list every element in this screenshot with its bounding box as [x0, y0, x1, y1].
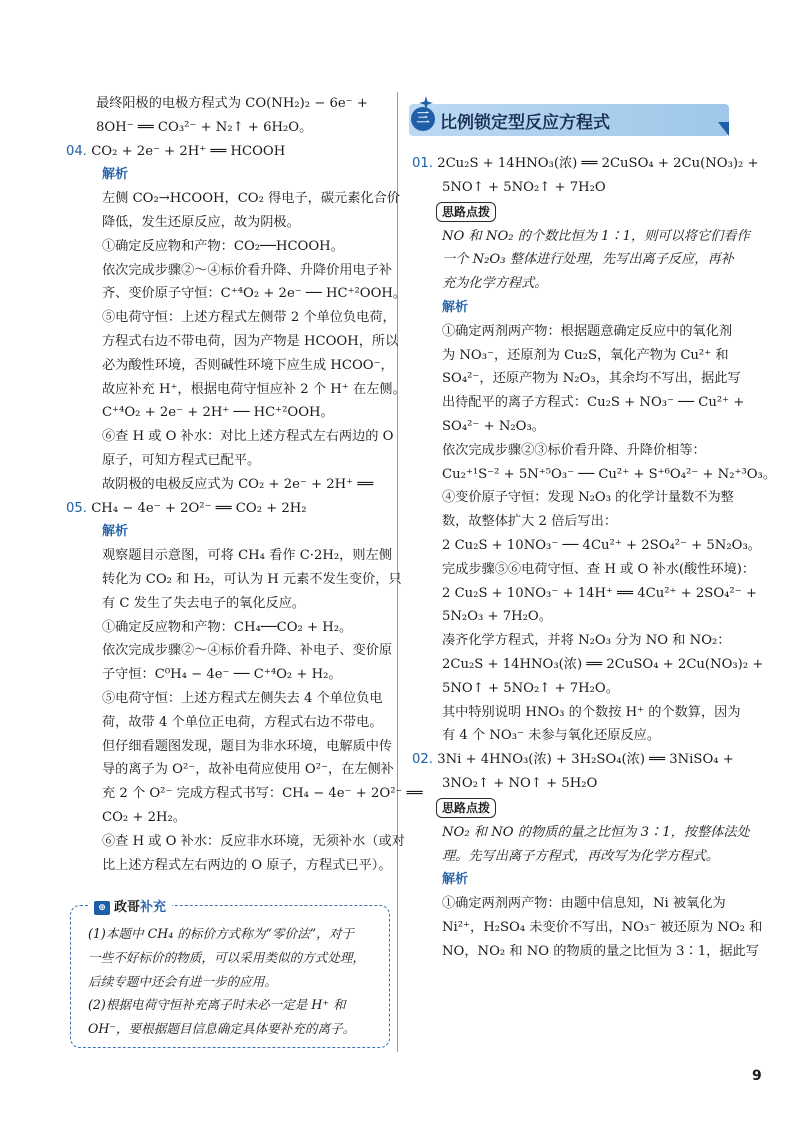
text-line: 依次完成步骤②～④标价看升降、补电子、变价原 [102, 643, 393, 659]
problem-equation: CH₄ − 4e⁻ + 2O²⁻ ══ CO₂ + 2H₂ [91, 500, 307, 516]
supplement-note-title [88, 896, 172, 915]
note-title-accent: 补充 [140, 900, 167, 915]
tip-line: 理。先写出离子方程式，再改写为化学方程式。 [442, 848, 719, 864]
text-line: 其中特别说明 HNO₃ 的个数按 H⁺ 的个数算，因为 [442, 704, 741, 720]
text-line: 8OH⁻ ══ CO₃²⁻ + N₂↑ + 6H₂O。 [96, 119, 313, 135]
text-line: CO₂ + 2H₂。 [102, 809, 186, 825]
text-line: 2 Cu₂S + 10NO₃⁻ + 14H⁺ ══ 4Cu²⁺ + 2SO₄²⁻ + [442, 585, 757, 601]
text-line: C⁺⁴O₂ + 2e⁻ + 2H⁺ ── HC⁺²OOH。 [102, 405, 334, 421]
text-line: 依次完成步骤②～④标价看升降、升降价用电子补 [102, 262, 393, 278]
analysis-label: 解析 [442, 299, 469, 315]
analysis-label: 解析 [102, 524, 129, 540]
text-line: Cu₂⁺¹S⁻² + 5N⁺⁵O₃⁻ ── Cu²⁺ + S⁺⁶O₄²⁻ + N₂⁺³O₃。 [442, 466, 777, 482]
tip-label: 思路点拨 [436, 798, 496, 818]
problem-01 [412, 152, 759, 176]
text-line: 5N₂O₃ + 7H₂O。 [442, 609, 552, 625]
text-line: 充 2 个 O²⁻ 完成方程式书写：CH₄ − 4e⁻ + 2O²⁻ ══ [102, 786, 423, 802]
tip-label: 思路点拨 [436, 202, 496, 222]
text-line: 子守恒：C⁰H₄ − 4e⁻ ── C⁺⁴O₂ + H₂。 [102, 667, 342, 683]
text-line: 2Cu₂S + 14HNO₃(浓) ══ 2CuSO₄ + 2Cu(NO₃)₂ + [442, 656, 764, 672]
text-line: SO₄²⁻，还原产物为 N₂O₃，其余均不写出，据此写 [442, 371, 741, 387]
text-line: 必为酸性环境，否则碱性环境下应生成 HCOO⁻， [102, 357, 394, 373]
page-number: 9 [752, 1068, 762, 1084]
text-line: 齐、变价原子守恒：C⁺⁴O₂ + 2e⁻ ── HC⁺²OOH。 [102, 286, 407, 302]
text-line: 完成步骤⑤⑥电荷守恒、查 H 或 O 补水(酸性环境)： [442, 561, 756, 577]
text-line: NO，NO₂ 和 NO 的物质的量之比恒为 3∶1，据此写 [442, 943, 759, 959]
text-line: 比上述方程式左右两边的 O 原子，方程式已平）。 [102, 857, 392, 873]
problem-04 [66, 140, 380, 164]
text-line: 数，故整体扩大 2 倍后写出： [442, 514, 618, 530]
plus-icon: ⊕ [94, 901, 110, 915]
note-line: OH⁻，要根据题目信息确定具体要补充的离子。 [88, 1021, 356, 1037]
section-title: 比例锁定型反应方程式 [440, 113, 610, 133]
tip-row [412, 200, 728, 225]
note-line: 后续专题中还会有进一步的应用。 [88, 973, 277, 989]
tip-line: NO₂ 和 NO 的物质的量之比恒为 3∶1，按整体法处 [442, 824, 750, 840]
corner-fold [718, 122, 729, 136]
problem-number: 05. [66, 500, 87, 516]
text-line: ①确定两剂两产物：由题中信息知，Ni 被氧化为 [442, 896, 726, 912]
text-line: ⑥查 H 或 O 补水：对比上述方程式左右两边的 O [102, 429, 394, 445]
text-line: 凑齐化学方程式，并将 N₂O₃ 分为 NO 和 NO₂： [442, 633, 731, 649]
text-line: 观察题目示意图，可将 CH₄ 看作 C·2H₂，则左侧 [102, 548, 392, 564]
note-title-part: 政哥 [114, 900, 141, 915]
problem-equation: CO₂ + 2e⁻ + 2H⁺ ══ HCOOH [91, 143, 286, 159]
note-line: (2)根据电荷守恒补充离子时未必一定是 H⁺ 和 [88, 997, 346, 1013]
note-line: 一些不好标价的物质，可以采用类似的方式处理， [88, 949, 366, 965]
problem-number: 02. [412, 752, 433, 768]
tip-line: NO 和 NO₂ 的个数比恒为 1∶1，则可以将它们看作 [442, 228, 750, 244]
text-line: 有 C 发生了失去电子的氧化反应。 [102, 595, 306, 611]
text-line: 2 Cu₂S + 10NO₃⁻ ── 4Cu²⁺ + 2SO₄²⁻ + 5N₂O₃。 [442, 537, 761, 553]
text-line: 荷，故带 4 个单位正电荷，方程式右边不带电。 [102, 714, 383, 730]
tip-row [412, 796, 728, 821]
problem-equation-cont: 5NO↑ + 5NO₂↑ + 7H₂O [442, 179, 606, 195]
text-line: 左侧 CO₂→HCOOH，CO₂ 得电子，碳元素化合价 [102, 191, 400, 207]
text-line: ⑤电荷守恒：上述方程式左侧带 2 个单位负电荷， [102, 310, 396, 326]
problem-equation-cont: 3NO₂↑ + NO↑ + 5H₂O [442, 775, 598, 791]
text-line: 故应补充 H⁺，根据电荷守恒应补 2 个 H⁺ 在左侧。 [102, 381, 406, 397]
text-line: 方程式右边不带电荷，因为产物是 HCOOH，所以 [102, 333, 399, 349]
analysis-label: 解析 [442, 872, 469, 888]
text-line: 故阴极的电极反应式为 CO₂ + 2e⁻ + 2H⁺ ══ [102, 476, 374, 492]
problem-number: 01. [412, 156, 433, 171]
text-line: 依次完成步骤②③标价看升降、升降价相等： [442, 442, 706, 458]
text-line: ⑥查 H 或 O 补水：反应非水环境，无须补水（或对 [102, 833, 405, 849]
text-line: Ni²⁺，H₂SO₄ 未变价不写出，NO₃⁻ 被还原为 NO₂ 和 [442, 919, 763, 935]
text-line: 但仔细看题图发现，题目为非水环境，电解质中传 [102, 738, 393, 754]
text-line: 转化为 CO₂ 和 H₂，可认为 H 元素不发生变价，只 [102, 571, 402, 587]
text-line: 原子，可知方程式已配平。 [102, 452, 261, 468]
problem-equation: 2Cu₂S + 14HNO₃(浓) ══ 2CuSO₄ + 2Cu(NO₃)₂ + [437, 156, 759, 171]
text-line: 5NO↑ + 5NO₂↑ + 7H₂O。 [442, 680, 619, 696]
right-column [412, 152, 777, 964]
text-line: ①确定反应物和产物：CH₄──CO₂ + H₂。 [102, 619, 353, 635]
supplement-note-body [88, 922, 384, 1041]
text-line: 降低，发生还原反应，故为阴极。 [102, 214, 300, 230]
text-line: ①确定反应物和产物：CO₂──HCOOH。 [102, 238, 344, 254]
tip-line: 充为化学方程式。 [442, 276, 548, 292]
problem-02 [412, 748, 734, 772]
note-line: (1)本题中 CH₄ 的标价方式称为“零价法”，对于 [88, 926, 354, 941]
text-line: 有 4 个 NO₃⁻ 未参与氧化还原反应。 [442, 728, 661, 744]
tip-line: 一个 N₂O₃ 整体进行处理，先写出离子反应，再补 [442, 252, 734, 268]
text-line: ⑤电荷守恒：上述方程式左侧失去 4 个单位负电 [102, 690, 383, 706]
problem-equation: 3Ni + 4HNO₃(浓) + 3H₂SO₄(浓) ══ 3NiSO₄ + [437, 752, 734, 768]
text-line: 出待配平的离子方程式：Cu₂S + NO₃⁻ ── Cu²⁺ + [442, 395, 745, 411]
text-line: 导的离子为 O²⁻，故补电荷应使用 O²⁻，在左侧补 [102, 762, 394, 778]
section-number-badge: 三 [411, 107, 435, 131]
problem-number: 04. [66, 143, 87, 159]
text-line: ④变价原子守恒：发现 N₂O₃ 的化学计量数不为整 [442, 490, 734, 506]
text-line: 最终阳极的电极方程式为 CO(NH₂)₂ − 6e⁻ + [96, 96, 368, 111]
text-line: 为 NO₃⁻，还原剂为 Cu₂S，氧化产物为 Cu²⁺ 和 [442, 347, 729, 363]
text-line: SO₄²⁻ + N₂O₃。 [442, 418, 545, 434]
analysis-label: 解析 [102, 167, 129, 183]
text-line: ①确定两剂两产物：根据题意确定反应中的氧化剂 [442, 323, 733, 339]
problem-05 [66, 497, 380, 521]
